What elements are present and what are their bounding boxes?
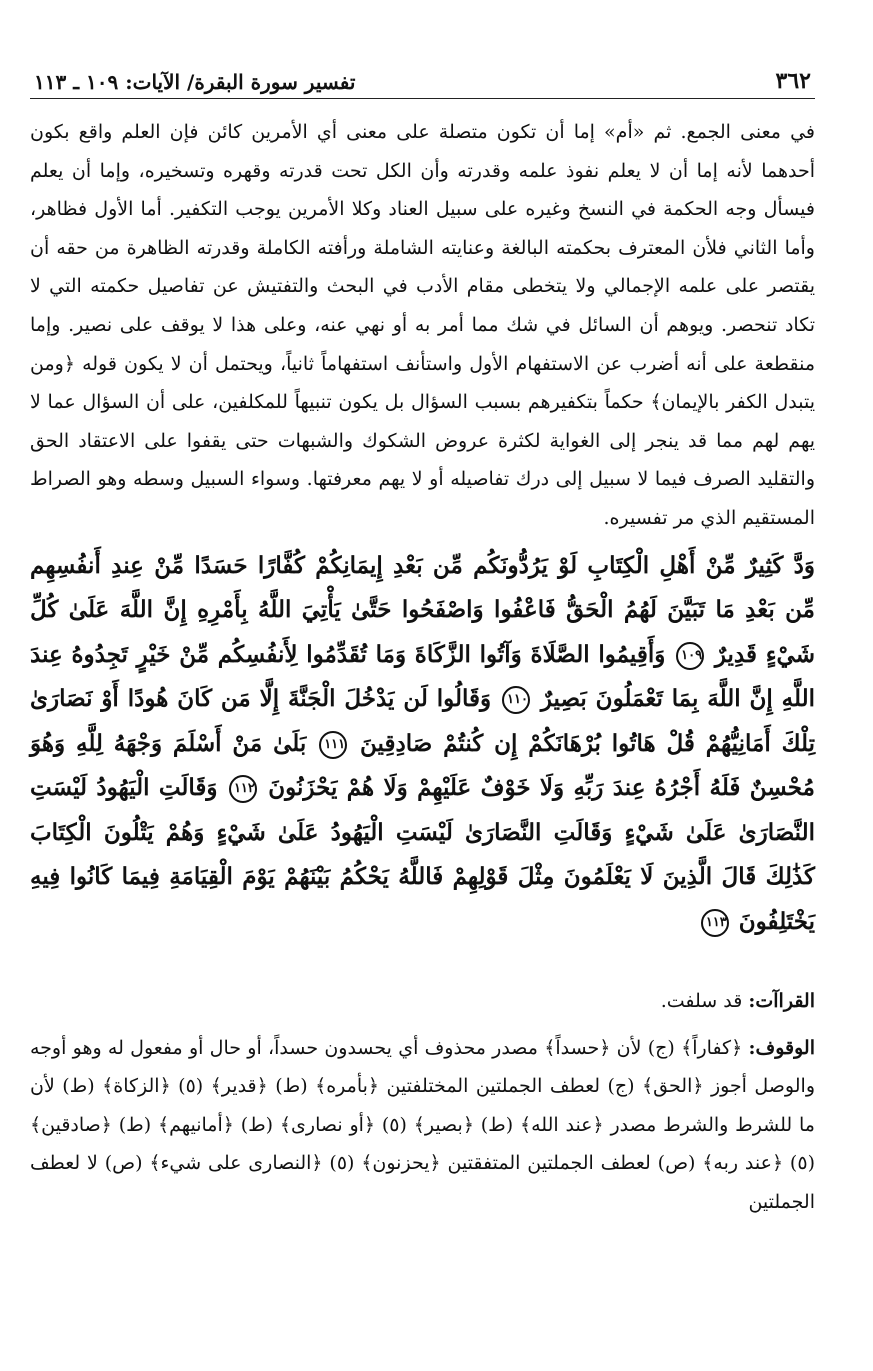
wuquf-text: ﴿كفاراً﴾ (ج) لأن ﴿حسداً﴾ مصدر محذوف أي يحسدون حسداً، أو حال أو مفعول له وهو أوجه والوصل أجوز ﴿الحق﴾ (ج) لعطف الجملتين المختلفتين ﴿بأمره﴾ (ط) ﴿قدير﴾ (٥) ﴿الزكاة﴾ (ط) لأن ما للشرط والشرط مصدر ﴿عند الله﴾ (ط) ﴿بصير﴾ (٥) ﴿أو نصارى﴾ (ط) ﴿أمانيهم﴾ (ط) ﴿صادقين﴾ (٥) ﴿عند ربه﴾ (ص) لعطف الجملتين المتفقتين ﴿يحزنون﴾ (٥) ﴿النصارى على شيء﴾ (ص) لا لعطف الجملتين xyxy=(30,1036,815,1213)
ayah-109-text: وَدَّ كَثِيرٌ مِّنْ أَهْلِ الْكِتَابِ لَوْ يَرُدُّونَكُم مِّن بَعْدِ إِيمَانِكُمْ كُفَّارًا حَسَدًا مِّنْ عِندِ أَنفُسِهِم مِّن بَعْدِ مَا تَبَيَّنَ لَهُمُ الْحَقُّ فَاعْفُوا وَاصْفَحُوا حَتَّىٰ يَأْتِيَ اللَّهُ بِأَمْرِهِ إِنَّ اللَّهَ عَلَىٰ كُلِّ شَيْءٍ قَدِيرٌ xyxy=(30,551,815,668)
running-title: تفسير سورة البقرة/ الآيات: ١٠٩ ـ ١١٣ xyxy=(34,70,356,94)
ayah-number-marker: ١١١ xyxy=(319,731,347,759)
ayah-number-marker: ١١٢ xyxy=(229,775,257,803)
ayah-112-text: بَلَىٰ مَنْ أَسْلَمَ وَجْهَهُ لِلَّهِ وَهُوَ مُحْسِنٌ فَلَهُ أَجْرُهُ عِندَ رَبِّهِ وَلَا خَوْفٌ عَلَيْهِمْ وَلَا هُمْ يَحْزَنُونَ xyxy=(30,729,815,802)
page-header xyxy=(30,58,815,98)
document-page xyxy=(30,58,815,1371)
ayah-110-text: وَأَقِيمُوا الصَّلَاةَ وَآتُوا الزَّكَاةَ وَمَا تُقَدِّمُوا لِأَنفُسِكُم مِّنْ خَيْرٍ تَجِدُوهُ عِندَ اللَّهِ إِنَّ اللَّهَ بِمَا تَعْمَلُونَ بَصِيرٌ xyxy=(30,640,815,713)
commentary-paragraph: في معنى الجمع. ثم «أم» إما أن تكون متصلة على معنى أي الأمرين كائن فإن العلم واقع بكون أحدهما لأنه إما أن لا يعلم نفوذ علمه وقدرته وأن الكل تحت قدرته وقهره وتسخيره، وإما أن يعلم فيسأل وجه الحكمة في النسخ وغيره على سبيل العناد وكلا الأمرين يوجب التكفير. أما الأول فظاهر، وأما الثاني فلأن المعترف بحكمته البالغة وعنايته الشاملة ورأفته الكاملة وقدرته الظاهرة من حقه أن يقتصر على علمه الإجمالي ولا يتخطى مقام الأدب في البحث والتفتيش عن تفاصيل حكمته التي لا تكاد تنحصر. ويوهم أن السائل في شك مما أمر به أو نهي عنه، وعلى هذا لا يوقف على نصير. وإما منقطعة على أنه أضرب عن الاستفهام الأول واستأنف استفهاماً ثانياً، ويحتمل أن لا يكون قوله ﴿ومن يتبدل الكفر بالإيمان﴾ حكماً بتكفيرهم بسبب السؤال بل يكون تنبيهاً للمكلفين، على أن السؤال عما لا يهم لهم مما قد ينجر إلى الغواية لكثرة عروض الشكوك والشبهات حتى يقفوا على الاعتقاد الحق والتقليد الصرف فيما لا سبيل إلى درك تفاصيله أو لا يهم معرفتها. وسواء السبيل وسطه وهو الصراط المستقيم الذي مر تفسيره. xyxy=(30,121,816,529)
wuquf-label: الوقوف: xyxy=(748,1036,815,1059)
page-number: ٣٦٢ xyxy=(775,68,811,94)
ayah-number-marker: ١١٣ xyxy=(701,909,729,937)
wuquf-section xyxy=(30,1029,815,1222)
quran-verses xyxy=(30,544,815,945)
qiraat-section xyxy=(30,982,815,1021)
ayah-number-marker: ١٠٩ xyxy=(676,642,704,670)
ayah-111-text: وَقَالُوا لَن يَدْخُلَ الْجَنَّةَ إِلَّا مَن كَانَ هُودًا أَوْ نَصَارَىٰ تِلْكَ أَمَانِيُّهُمْ قُلْ هَاتُوا بُرْهَانَكُمْ إِن كُنتُمْ صَادِقِينَ xyxy=(30,685,815,757)
qiraat-label: القراآت: xyxy=(748,990,815,1013)
ayah-number-marker: ١١٠ xyxy=(502,686,530,714)
header-divider xyxy=(30,98,815,99)
qiraat-text: قد سلفت. xyxy=(660,990,743,1013)
ayah-113-text: وَقَالَتِ الْيَهُودُ لَيْسَتِ النَّصَارَىٰ عَلَىٰ شَيْءٍ وَقَالَتِ النَّصَارَىٰ لَيْسَتِ الْيَهُودُ عَلَىٰ شَيْءٍ وَهُمْ يَتْلُونَ الْكِتَابَ كَذَٰلِكَ قَالَ الَّذِينَ لَا يَعْلَمُونَ مِثْلَ قَوْلِهِمْ فَاللَّهُ يَحْكُمُ بَيْنَهُمْ يَوْمَ الْقِيَامَةِ فِيمَا كَانُوا فِيهِ يَخْتَلِفُونَ xyxy=(30,774,815,935)
